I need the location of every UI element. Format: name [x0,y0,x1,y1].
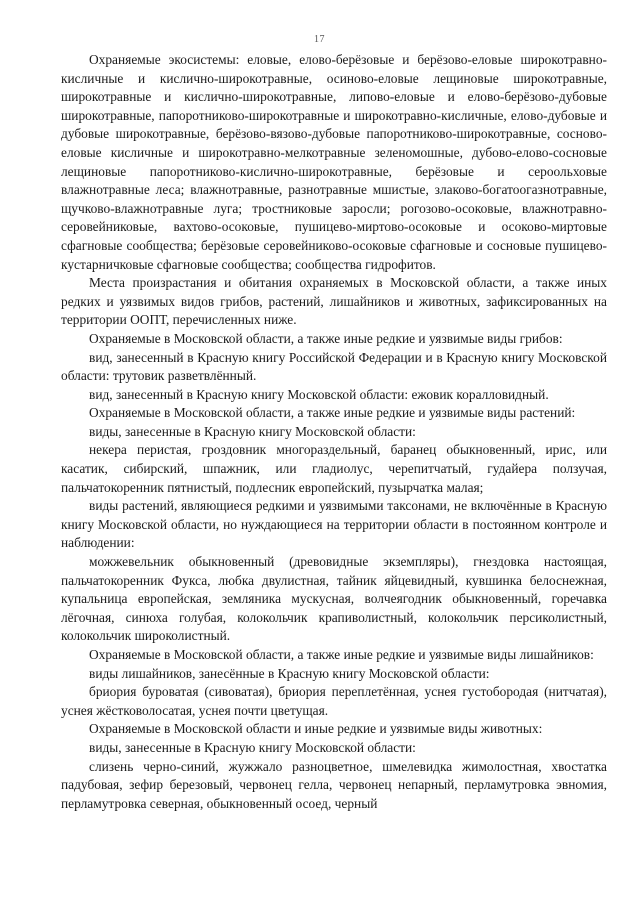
paragraph-animals-redbook-heading: виды, занесенные в Красную книгу Московской области: [89,739,416,755]
paragraph-plants-monitored-list: можжевельник обыкновенный (древовидные экземпляры), гнездовка настоящая, пальчатокоренник Фукса, любка двулистная, тайник яйцевидный, кувшинка белоснежная, купальница европейская, земляника мускусная, волчеягодник обыкновенный, горечавка лёгочная, синюха голубая, колокольчик крапиволистный, колокольчик персиколистный, колокольчик широколистный. [61,554,607,644]
paragraph-lichens-redbook-heading: виды лишайников, занесённые в Красную книгу Московской области: [89,665,490,681]
paragraph-plants-redbook-list: некера перистая, гроздовник многораздельный, баранец обыкновенный, ирис, или касатик, сибирский, шпажник, или гладиолус, черепитчатый, гудайера ползучая, пальчатокоренник пятнистый, подлесник европейский, пузырчатка малая; [61,442,607,495]
paragraph-plants-heading: Охраняемые в Московской области, а также иные редкие и уязвимые виды растений: [89,405,576,421]
document-body [61,51,607,813]
page-number: 17 [314,34,325,45]
paragraph-habitats-intro: Места произрастания и обитания охраняемых в Московской области, а также иных редких и уязвимых видов грибов, растений, лишайников и животных, зафиксированных на территории ООПТ, перечисленных ниже. [61,275,607,328]
paragraph-plants-monitored-heading: виды растений, являющиеся редкими и уязвимыми таксонами, не включённые в Красную книгу Московской области, но нуждающиеся на территории области в постоянном контроле и наблюдении: [61,498,607,551]
paragraph-protected-ecosystems: Охраняемые экосистемы: еловые, елово-берёзовые и берёзово-еловые широкотравно-кисличные и кислично-широкотравные, осиново-еловые лещиновые широкотравные, широкотравные и кислично-широкотравные, липово-еловые и елово-берёзово-дубовые широкотравные, папоротниково-широкотравные и широкотравно-кисличные, елово-дубовые и дубовые широкотравные, берёзово-вязово-дубовые папоротниково-широкотравные, сосново-еловые кисличные и широкотравно-мелкотравные зеленомошные, дубово-елово-сосновые лещиновые папоротниково-кислично-широкотравные, берёзовые и сероольховые влажнотравные леса; влажнотравные, разнотравные мшистые, злаково-богатоогазнотравные, щучково-влажнотравные луга; тростниковые заросли; рогозово-осоковые, влажнотравно-серовейниковые, вахтово-осоковые, пушицево-миртово-осоковые и осоково-миртовые сфагновые сообщества; берёзовые серовейниково-осоковые сфагновые и сосновые пушицево-кустарничковые сфагновые сообщества; сообщества гидрофитов. [61,52,607,272]
paragraph-lichens-heading: Охраняемые в Московской области, а также иные редкие и уязвимые виды лишайников: [89,647,594,662]
paragraph-animals-list: слизень черно-синий, жужжало разноцветное, шмелевидка жимолостная, хвостатка падубовая, зефир березовый, червонец гелла, червонец непарный, перламутровка эвномия, перламутровка северная, обыкновенный осоед, черный [61,758,607,811]
paragraph-plants-redbook-heading: виды, занесенные в Красную книгу Московской области: [89,423,416,439]
paragraph-fungi-mo-redbook: вид, занесенный в Красную книгу Московской области: ежовик коралловидный. [89,386,549,402]
paragraph-fungi-heading: Охраняемые в Московской области, а также иные редкие и уязвимые виды грибов: [89,330,563,346]
paragraph-animals-heading: Охраняемые в Московской области и иные редкие и уязвимые виды животных: [89,721,543,737]
paragraph-fungi-rf-redbook: вид, занесенный в Красную книгу Российской Федерации и в Красную книгу Московской области: трутовик разветвлённый. [61,349,607,384]
paragraph-lichens-list: бриория буроватая (сивоватая), бриория переплетённая, уснея густобородая (нитчатая), уснея жёстковолосатая, уснея почти цветущая. [61,684,607,718]
